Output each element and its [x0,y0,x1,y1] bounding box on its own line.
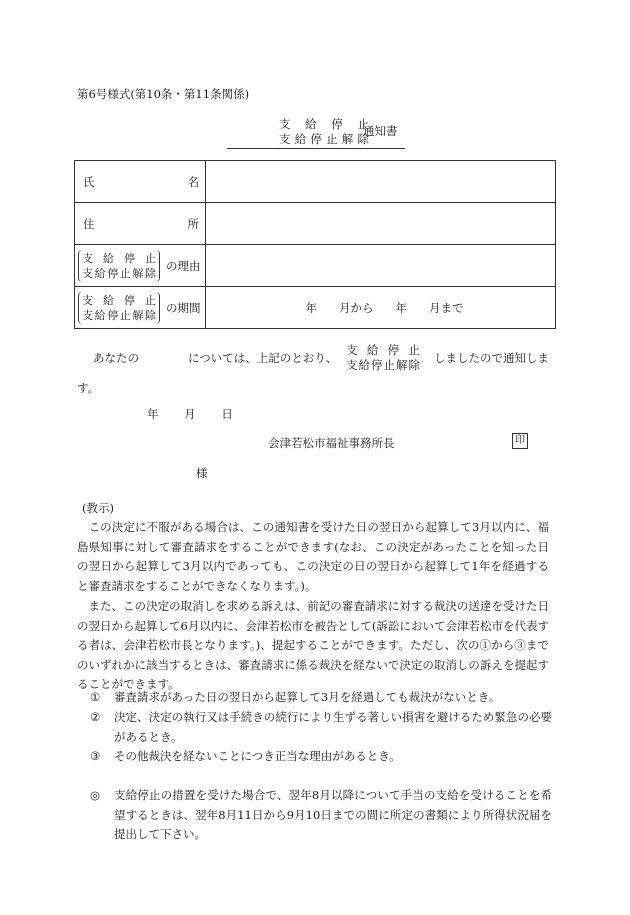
notice-form-table [74,160,556,329]
list-item-mark: ② [90,710,101,724]
table-row-name [75,161,556,203]
list-item [90,688,552,708]
list-item-mark: ① [90,690,101,704]
reason-option-resume: 支給停止解除 [82,266,156,280]
issuer-name: 会津若松市福祉事務所長 [268,436,395,450]
notice-text-part3: しましたので通知しま [434,351,549,365]
list-item [90,747,552,767]
name-label-right: 名 [187,174,199,189]
addressee-honorific: 様 [196,466,208,480]
period-label-suffix: の期間 [166,300,201,315]
date-day: 日 [221,407,233,421]
list-item-text: その他裁決を経ないことにつき正当な理由があるとき。 [114,749,401,763]
notice-text-part1: あなたの [93,351,139,365]
title-option-stop: 支給停止 [279,117,369,131]
period-month-to: 月まで [429,300,464,315]
notice-options [346,343,420,373]
notice-text-part4: す。 [77,381,100,395]
name-label-cell [75,161,206,203]
table-row-reason [75,245,556,287]
notice-option-resume: 支給停止解除 [346,358,420,372]
period-bracket-options [78,292,160,324]
list-item-text: 審査請求があった日の翌日から起算して3月を経過しても裁決がないとき。 [114,690,501,704]
instruction-heading: (教示) [82,501,114,515]
form-number: 第6号様式(第10条・第11条関係) [77,87,250,101]
name-label-left: 氏 [83,174,95,189]
period-year-to: 年 [395,300,407,315]
note-mark: ◎ [90,788,101,802]
reason-value-cell [206,245,556,287]
list-item-text: 決定、決定の執行又は手続きの続行により生ずる著しい損害を避けるため緊急の必要があるとき。 [114,710,552,744]
reason-label-cell [75,245,206,287]
period-month-from: 月から [339,300,374,315]
address-label-left: 住 [83,216,95,231]
reason-option-stop: 支給停止 [82,251,156,265]
list-item-mark: ③ [90,749,101,763]
instruction-paragraph-1: この決定に不服がある場合は、この通知書を受けた日の翌日から起算して3月以内に、福島県知事に対して審査請求をすることができます(なお、この決定があったことを知った日の翌日から起算して3月以内であっても、この決定の日の翌日から起算して1年を経過すると審査請求をすることができなくなります。)。 [77,520,549,593]
issue-date [147,406,233,422]
instruction-paragraph-2: また、この決定の取消しを求める訴えは、前記の審査請求に対する裁決の送達を受けた日の翌日から起算して6月以内に、会津若松市を被告として(訴訟において会津若松市を代表する者は、会津若松市長となります。)、提起することができます。ただし、次の①から③までのいずれかに該当するときは、審査請求に係る裁決を経ないで決定の取消しの訴えを提起することができます。 [77,599,549,691]
notice-text-part2: については、上記のとおり、 [188,351,338,365]
seal-mark: 印 [512,433,528,449]
notice-option-stop: 支給停止 [346,343,420,357]
address-value-cell [206,203,556,245]
title-main: 通知書 [363,124,398,138]
period-option-stop: 支給停止 [82,293,156,307]
title-option-resume: 支給停止解除 [279,132,369,146]
resume-notice-note [90,786,552,845]
period-year-from: 年 [305,300,317,315]
period-option-resume: 支給停止解除 [82,308,156,322]
period-value-cell [206,287,556,329]
address-label-right: 所 [187,216,199,231]
name-value-cell [206,161,556,203]
reason-bracket-options [78,250,160,282]
document-title [227,116,405,149]
table-row-address [75,203,556,245]
reason-label-suffix: の理由 [166,258,201,273]
list-item [90,708,552,747]
address-label-cell [75,203,206,245]
date-year: 年 [147,407,159,421]
date-month: 月 [184,407,196,421]
period-label-cell [75,287,206,329]
table-row-period [75,287,556,329]
note-text: 支給停止の措置を受けた場合で、翌年8月以降について手当の支給を受けることを希望するときは、翌年8月11日から9月10日までの間に所定の書類により所得状況届を提出して下さい。 [114,788,552,841]
